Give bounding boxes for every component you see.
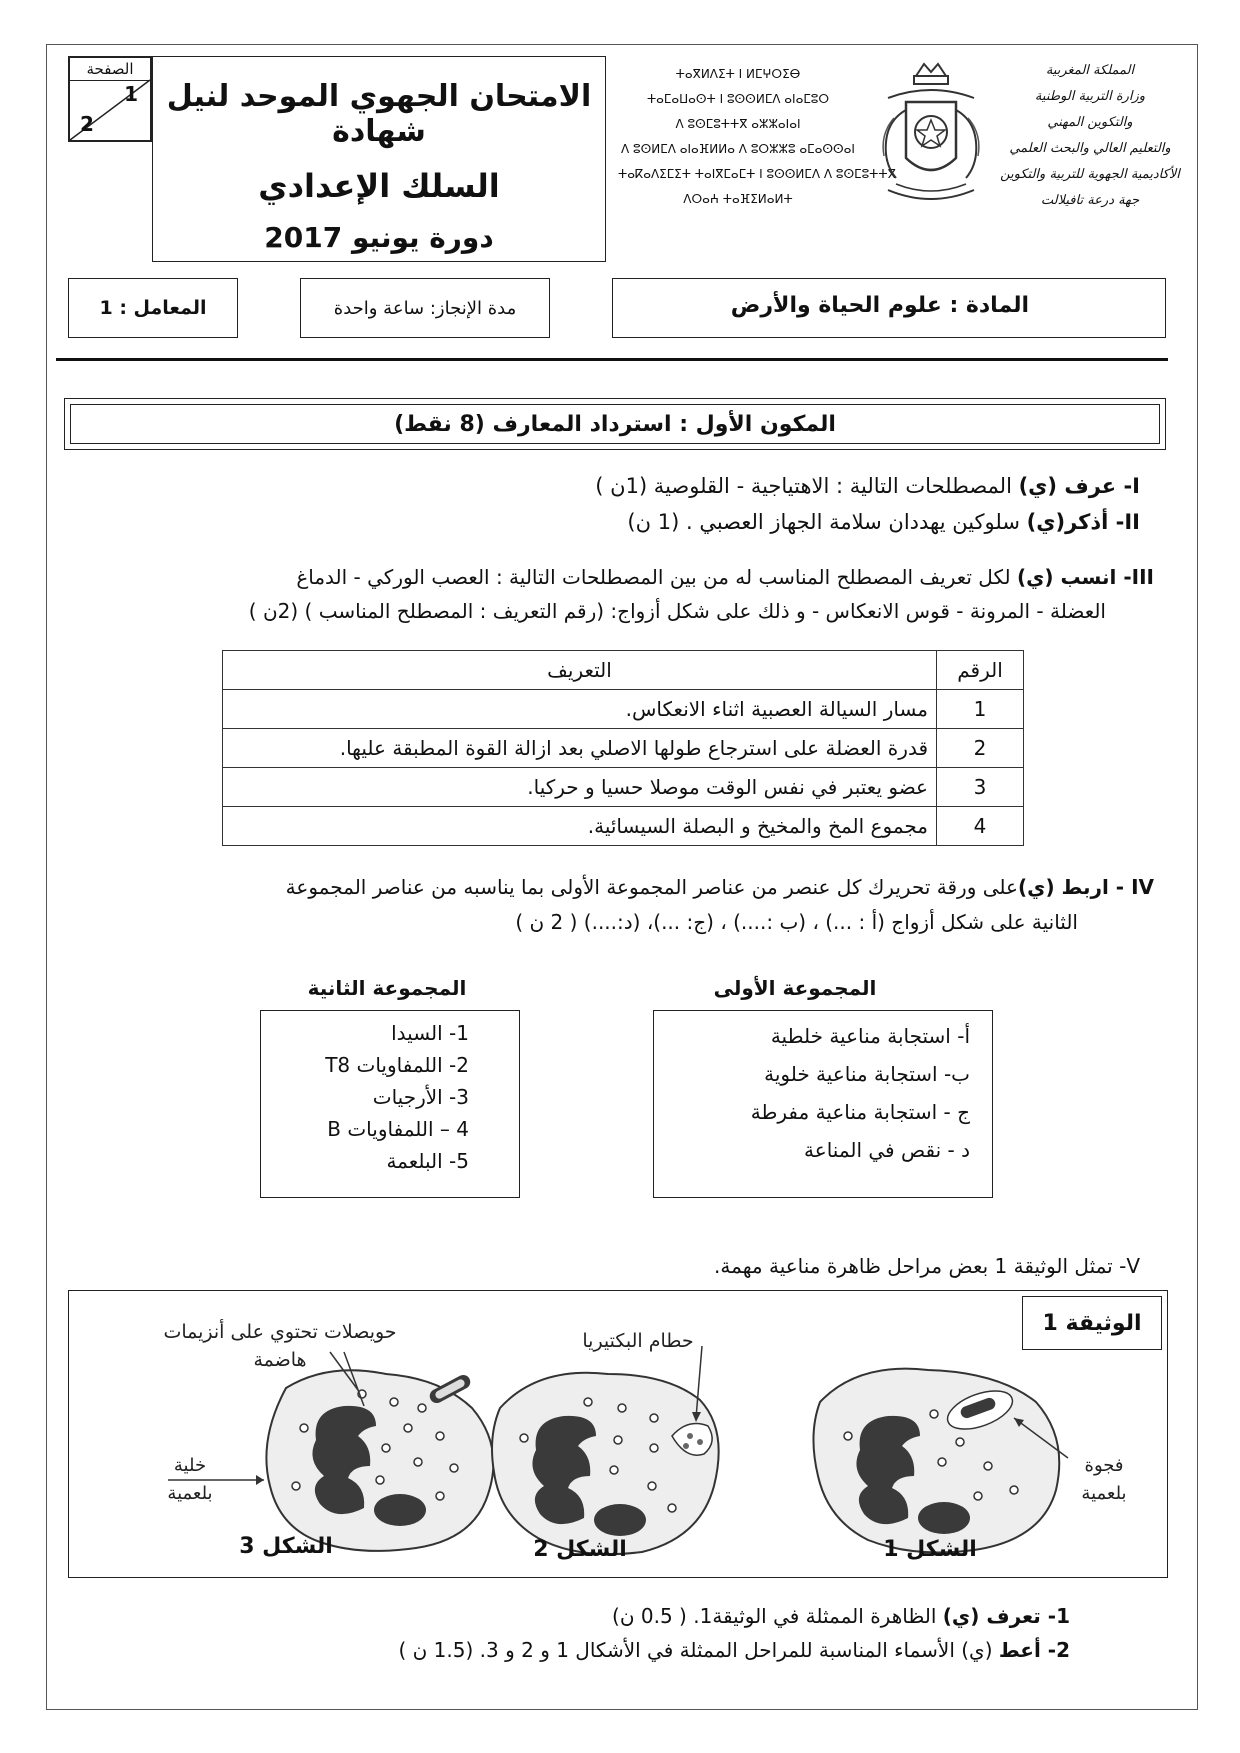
table-cell-number: 3 [937,768,1024,807]
ministry-line: والتعليم العالي والبحث العلمي [1009,141,1171,156]
group-2-box [260,1010,520,1198]
ministry-line: والتكوين المهني [1047,115,1133,130]
table-cell-definition: مسار السيالة العصبية اثناء الانعكاس. [223,690,937,729]
table-cell-number: 2 [937,729,1024,768]
question-2-verb: أذكر(ي) [1026,510,1109,534]
question-4-number: IV - [1108,875,1154,899]
header-separator [56,358,1168,361]
sub-question-1-number: 1- [1040,1604,1070,1628]
page-total: 2 [80,112,94,136]
sub-question-2-text: (ي) الأسماء المناسبة للمراحل الممثلة في الأشكال 1 و 2 و 3. (1.5 ن ) [398,1638,999,1662]
sub-question-1-text: الظاهرة الممثلة في الوثيقة1. ( 0.5 ن) [612,1604,943,1628]
group-2-title: المجموعة الثانية [307,976,467,1000]
exam-title-box [152,56,606,262]
sub-question-2 [170,1638,1070,1662]
table-cell-number: 1 [937,690,1024,729]
definitions-table [222,650,1024,846]
question-4-line-2: الثانية على شكل أزواج (أ : ...) ، (ب :....) ، (ج: ...)، (د:....) ( 2 ن ) [515,910,1078,934]
figure-2-cell [492,1346,719,1554]
ministry-header [985,58,1195,214]
coefficient-box [68,278,238,338]
list-item: أ- استجابة مناعية خلطية [770,1024,970,1048]
bacteria-debris-label: حطام البكتيريا [582,1330,694,1352]
page-label: الصفحة [70,58,150,81]
list-item: 3- الأرجيات [372,1085,469,1109]
question-3 [94,565,1154,589]
tifinagh-line: ⴷⵔⴰⵄ ⵜⴰⴼⵉⵍⴰⵍⵜ [683,192,793,206]
part-title-box [64,398,1166,450]
part-title-inner [70,404,1160,444]
exam-cycle: السلك الإعدادي [258,167,500,205]
question-3-line-2: العضلة - المرونة - قوس الانعكاس - و ذلك على شكل أزواج: (رقم التعريف : المصطلح المناسب ) (2ن ) [248,599,1106,623]
question-1-text: المصطلحات التالية : الاهتياجية - القلوصية (1ن ) [595,474,1019,498]
sub-question-1-verb: تعرف (ي) [942,1604,1041,1628]
ministry-line: وزارة التربية الوطنية [1034,89,1146,104]
table-header-number: الرقم [937,651,1024,690]
vesicles-label: حويصلات تحتوي على أنزيمات هاضمة [163,1321,397,1371]
page-number-box [68,56,152,142]
figure-1-caption: الشكل 1 [883,1537,977,1562]
list-item: 4 – اللمفاويات B [327,1117,469,1141]
sub-question-1 [170,1604,1070,1628]
tifinagh-line: ⵜⴰⴽⴰⴷⵉⵎⵉⵜ ⵜⴰⵏⴳⵎⴰⵎⵜ ⵏ ⵓⵙⵙⵍⵎⴷ ⴷ ⵓⵙⵎⵓⵜⵜⴳ [618,167,896,181]
question-4 [94,875,1154,899]
list-item: ب- استجابة مناعية خلوية [764,1062,970,1086]
table-cell-definition: مجموع المخ والمخيخ و البصلة السيسائية. [223,807,937,846]
phago-vacuole-label: فجوة بلعمية [1081,1455,1127,1504]
list-item: ج - استجابة مناعية مفرطة [750,1100,970,1124]
question-5: V- تمثل الوثيقة 1 بعض مراحل ظاهرة مناعية مهمة. [714,1254,1140,1278]
list-item: 1- السيدا [391,1021,469,1045]
tifinagh-line: ⴷ ⵓⵙⵎⵓⵜⵜⴳ ⴰⵣⵣⴰⵏⴰⵏ [675,117,801,131]
list-item: 2- اللمفاويات T8 [325,1053,469,1077]
exam-title: الامتحان الجهوي الموحد لنيل شهادة [166,79,592,149]
list-item: د - نقص في المناعة [804,1138,970,1162]
ministry-line: جهة درعة تافيلالت [1040,193,1140,208]
tifinagh-line: ⵜⴰⴳⵍⴷⵉⵜ ⵏ ⵍⵎⵖⵔⵉⴱ [675,67,801,81]
table-row [223,768,1024,807]
phagocyte-label: خلية بلعمية [167,1455,213,1504]
list-item: 5- البلعمة [386,1149,469,1173]
duration-box [300,278,550,338]
part-title: المكون الأول : استرداد المعارف (8 نقط) [394,411,836,437]
coefficient: المعامل : 1 [99,297,207,319]
figure-3-caption: الشكل 3 [239,1534,333,1559]
question-4-verb: اربط (ي) [1017,875,1109,899]
figure-2-caption: الشكل 2 [533,1537,627,1562]
question-3-verb: انسب (ي) [1016,565,1117,589]
page-current: 1 [124,82,138,106]
question-2-text: سلوكين يهددان سلامة الجهاز العصبي . (1 ن) [627,510,1027,534]
sub-question-2-verb: أعط [998,1638,1041,1662]
ministry-line: المملكة المغربية [1045,63,1135,78]
question-4-line-1: على ورقة تحريرك كل عنصر من عناصر المجموعة الأولى بما يناسبه من عناصر المجموعة [285,875,1018,899]
table-header-definition: التعريف [223,651,937,690]
table-cell-definition: قدرة العضلة على استرجاع طولها الاصلي بعد ازالة القوة المطبقة عليها. [223,729,937,768]
table-row [223,729,1024,768]
question-3-line-1: لكل تعريف المصطلح المناسب له من بين المصطلحات التالية : العصب الوركي - الدماغ [296,565,1017,589]
question-2-number: II- [1108,510,1140,534]
tifinagh-line: ⵜⴰⵎⴰⵡⴰⵙⵜ ⵏ ⵓⵙⵙⵍⵎⴷ ⴰⵏⴰⵎⵓⵔ [646,92,830,106]
table-header-row [223,651,1024,690]
question-1-verb: عرف (ي) [1018,474,1117,498]
table-cell-number: 4 [937,807,1024,846]
question-2 [140,510,1140,534]
table-row [223,690,1024,729]
figure-1-cell [813,1369,1068,1553]
subject-box [612,278,1166,338]
subject: المادة : علوم الحياة والأرض [730,293,1029,318]
table-row [223,807,1024,846]
document-1-title: الوثيقة 1 [1042,1310,1142,1336]
tifinagh-line: ⴷ ⵓⵙⵍⵎⴷ ⴰⵏⴰⴼⵍⵍⴰ ⴷ ⵓⵔⵣⵣⵓ ⴰⵎⴰⵙⵙⴰⵏ [621,142,855,156]
sub-question-2-number: 2- [1040,1638,1070,1662]
duration: مدة الإنجاز: ساعة واحدة [333,297,517,319]
ministry-line: الأكاديمية الجهوية للتربية والتكوين [1000,167,1180,182]
question-3-number: III- [1116,565,1154,589]
tifinagh-header [618,62,896,212]
group-1-box [653,1010,993,1198]
table-cell-definition: عضو يعتبر في نفس الوقت موصلا حسيا و حركيا. [223,768,937,807]
question-1-number: I- [1116,474,1140,498]
group-1-title: المجموعة الأولى [713,976,877,1000]
question-1 [140,474,1140,498]
coat-of-arms-emblem [866,58,996,218]
exam-session: دورة يونيو 2017 [264,221,494,254]
